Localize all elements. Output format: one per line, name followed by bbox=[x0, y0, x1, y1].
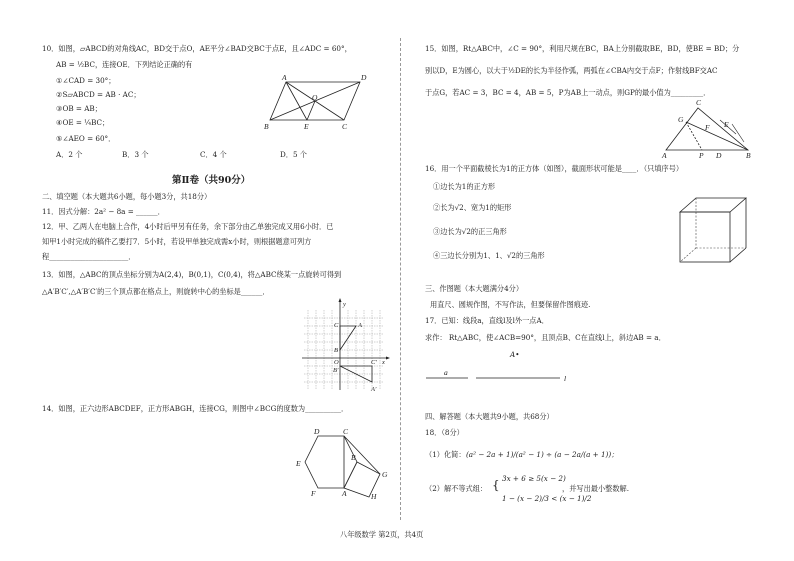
q17-label-a: a bbox=[444, 368, 448, 377]
q10-item-4: ④OE = ¼BC； bbox=[56, 118, 110, 127]
q13-line-2: △A′B′C′,△A′B′C′的三个顶点都在格点上，则旋转中心的坐标是______． bbox=[42, 287, 270, 296]
q14-fig-label-c: C bbox=[343, 427, 349, 436]
q18-part2-label: （2）解不等式组： bbox=[425, 484, 488, 493]
section3-note: 用直尺、圆规作图，不写作法，但要保留作图痕迹. bbox=[430, 300, 591, 309]
q16-item-4: ④三边长分别为1、1、√2的三角形 bbox=[433, 251, 545, 260]
q10-option-a: A．2 个 bbox=[56, 150, 83, 159]
q12-line-2: 知甲1小时完成的稿件乙要打7．5小时，若设甲单独完成需x小时，则根据题意可列方 bbox=[42, 237, 312, 246]
q16-item-2: ②长为√2、宽为1的矩形 bbox=[433, 203, 512, 212]
q15-fig-label-d: D bbox=[716, 151, 722, 160]
q15-line-2: 别以D，E为圆心，以大于½DE的长为半径作弧，两弧在∠CBA内交于点F；作射线BF交AC bbox=[425, 66, 718, 75]
q14-fig-label-e: E bbox=[296, 459, 301, 468]
q18-head: 18．（8分） bbox=[425, 428, 464, 437]
q17-stem: 17．已知：线段a，直线l及l外一点A． bbox=[425, 316, 549, 325]
section2-title: 第Ⅱ卷（共90分） bbox=[172, 175, 251, 186]
q10-fig-label-a: A bbox=[282, 73, 287, 82]
q16-item-3: ③边长为√2的正三角形 bbox=[433, 227, 507, 236]
q18-part2-tail: ，并写出最小整数解. bbox=[562, 484, 629, 493]
q10-item-5: ⑤∠AEO = 60°． bbox=[56, 134, 116, 143]
q14-fig-label-d: D bbox=[314, 427, 320, 436]
q15-fig-label-b: B bbox=[746, 151, 751, 160]
q17-point-a: A• bbox=[510, 350, 520, 359]
q15-fig-label-g: G bbox=[678, 115, 684, 124]
q10-item-2: ②S▱ABCD = AB · AC； bbox=[56, 90, 141, 99]
q12-line-1: 12．甲、乙两人在电脑上合作，4小时后甲另有任务，余下部分由乙单独完成又用6小时．已 bbox=[42, 222, 334, 231]
section3-part: 三、作图题（本大题满分4分） bbox=[425, 284, 524, 293]
brace-icon: { bbox=[492, 478, 500, 492]
q14-fig-label-g: G bbox=[382, 470, 388, 479]
q14-fig-label-h: H bbox=[371, 492, 377, 501]
q10-stem2: AB = ½BC，连接OE．下列结论正确的有 bbox=[56, 60, 193, 69]
q13-fig-label-x: x bbox=[382, 359, 385, 366]
q13-fig-label-a: A bbox=[358, 322, 362, 329]
q13-fig-label-a-prime: A′ bbox=[371, 386, 377, 393]
q16-cube-figure bbox=[676, 196, 756, 266]
q16-item-1: ①边长为1的正方形 bbox=[433, 182, 496, 191]
q12-line-3: 程______________________． bbox=[42, 252, 136, 261]
q14-fig-label-b: B bbox=[351, 453, 356, 462]
q15-fig-label-a: A bbox=[662, 151, 667, 160]
q10-fig-label-b: B bbox=[264, 122, 269, 131]
q17-task: 求作： Rt△ABC，使∠ACB=90°，且顶点B、C在直线l上，斜边AB = a． bbox=[425, 333, 666, 342]
q10-fig-label-o: O bbox=[312, 93, 318, 102]
q11-text: 11．因式分解：2a² − 8a = ______． bbox=[42, 207, 165, 216]
q10-item-3: ③OB = AB； bbox=[56, 104, 102, 113]
q10-option-c: C．4 个 bbox=[200, 150, 227, 159]
q15-fig-label-c: C bbox=[696, 98, 702, 107]
q13-fig-label-y: y bbox=[343, 301, 346, 308]
q10-item-1: ①∠CAD = 30°； bbox=[56, 76, 116, 85]
q17-label-l: l bbox=[564, 374, 567, 383]
q13-line-1: 13．如图，△ABC的顶点坐标分别为A(2,4)，B(0,1)，C(0,4)，将△ABC绕某一点旋转可得到 bbox=[42, 270, 342, 279]
q10-fig-label-c: C bbox=[342, 122, 348, 131]
q15-fig-label-e: E bbox=[724, 120, 729, 129]
q13-fig-label-o: O bbox=[334, 359, 339, 366]
q13-fig-label-c: C bbox=[334, 322, 339, 329]
section4-part: 四、解答题（本大题共9小题，共68分） bbox=[425, 412, 554, 421]
q14-text: 14．如图，正六边形ABCDEF，正方形ABGH，连接CG，则图中∠BCG的度数为__________． bbox=[42, 404, 349, 413]
q18-system-line-1: 3x + 6 ≥ 5(x − 2) bbox=[502, 474, 566, 483]
q14-hexagon-figure bbox=[288, 426, 398, 500]
q10-fig-label-d: D bbox=[361, 73, 367, 82]
q16-stem: 16．用一个平面截棱长为1的正方体（如图），截面形状可能是____．（只填序号） bbox=[425, 164, 684, 173]
q15-fig-label-p: P bbox=[699, 151, 704, 160]
q15-line-1: 15．如图，Rt△ABC中，∠C = 90°，利用尺规在BC，BA上分别截取BE，BD，使BE = BD；分 bbox=[425, 44, 740, 53]
section2-part: 二、填空题（本大题共6小题，每小题3分，共18分） bbox=[42, 192, 212, 201]
page-footer: 八年级数学 第2页，共4页 bbox=[340, 530, 424, 539]
q10-fig-label-e: E bbox=[304, 122, 309, 131]
q13-grid-figure bbox=[298, 298, 390, 394]
q10-parallelogram-figure bbox=[262, 72, 372, 132]
q18-part1-expression: (a² − 2a + 1)/(a² − 1) ÷ (a − 2a/(a + 1))； bbox=[466, 450, 619, 459]
q10-stem: 10．如图，▱ABCD的对角线AC，BD交于点O，AE平分∠BAD交BC于点E，且∠ADC = 60°， bbox=[42, 44, 352, 53]
q15-line-3: 于点G，若AC = 3，BC = 4，AB = 5，P为AB上一动点，则GP的最小值为_________． bbox=[425, 88, 711, 97]
q14-fig-label-a: A bbox=[342, 489, 347, 498]
q13-fig-label-c-prime: C′ bbox=[371, 359, 377, 366]
q17-construction-figure bbox=[424, 368, 574, 384]
q13-fig-label-b-prime: B′ bbox=[333, 367, 339, 374]
q15-triangle-figure bbox=[660, 98, 756, 158]
q10-option-d: D．5 个 bbox=[280, 150, 307, 159]
column-divider bbox=[400, 38, 401, 520]
q10-option-b: B．3 个 bbox=[122, 150, 149, 159]
q13-fig-label-b: B bbox=[334, 347, 338, 354]
q18-system-line-2: 1 − (x − 2)/3 < (x − 1)/2 bbox=[502, 494, 592, 503]
q18-part1-label: （1）化简： bbox=[425, 450, 466, 459]
q14-fig-label-f: F bbox=[311, 489, 316, 498]
q15-fig-label-f: F bbox=[705, 123, 710, 132]
